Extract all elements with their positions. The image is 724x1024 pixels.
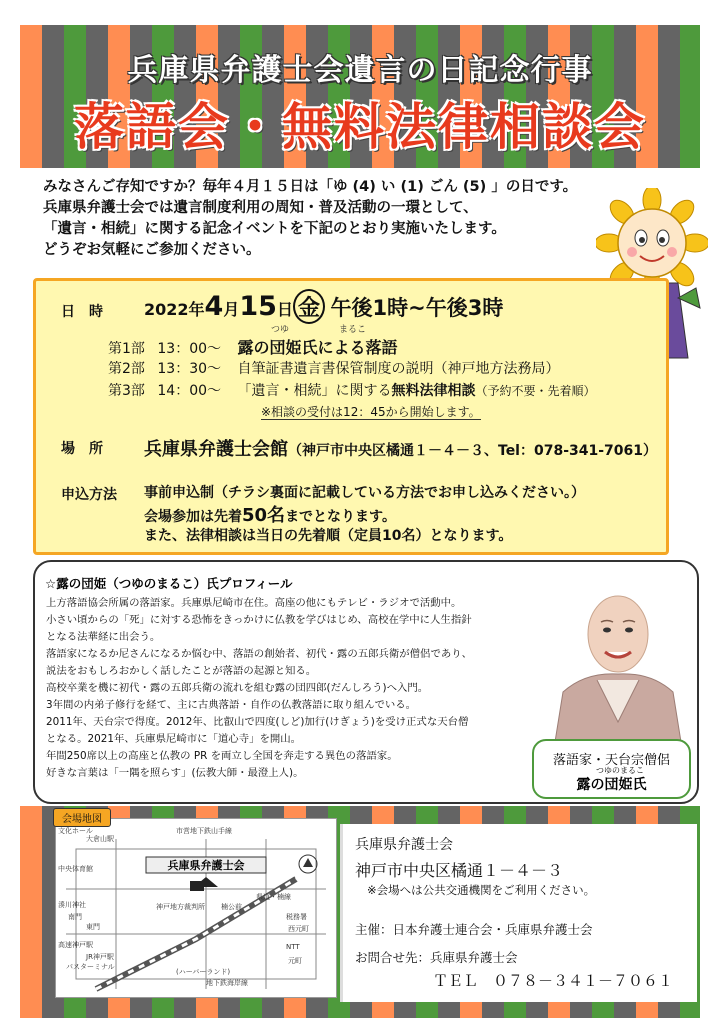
date-label: 日 時 — [61, 304, 103, 320]
map-label: 東門 — [86, 923, 100, 931]
map-label: 市営地下鉄山手線 — [176, 827, 232, 835]
north-compass-icon — [303, 858, 313, 867]
date-month: 4 — [204, 291, 224, 322]
map-label: 文化ホール — [58, 827, 93, 835]
apply-line-2-pre: 会場参加は先着 — [144, 509, 242, 525]
map-label: 南門 — [68, 913, 82, 921]
apply-label: 申込方法 — [61, 487, 117, 503]
ruby-marukoc: まるこ — [339, 325, 367, 335]
profile-line: 高校卒業を機に初代・露の五郎兵衛の流れを組む露の団四郎(だんしろう)へ入門。 — [46, 682, 429, 694]
map-label: 元町 — [288, 957, 302, 965]
intro-text — [43, 177, 683, 261]
map-label: 楠公前 — [221, 903, 242, 911]
map-label: JR神戸駅 — [86, 953, 114, 961]
caption-line-2: 露の団姫氏 — [576, 777, 647, 793]
portrait-caption — [532, 739, 691, 799]
profile-line: となる。2021年、兵庫県尼崎市に「道心寺」を開山。 — [46, 733, 302, 745]
profile-line: となる法華経に出会う。 — [46, 631, 161, 643]
apply-capacity: 50名 — [242, 505, 286, 526]
profile-line: 上方落語協会所属の落語家。兵庫県尼崎市在住。高座の他にもテレビ・ラジオで活動中。 — [46, 597, 462, 609]
caption-ruby: つゆのまるこ — [596, 766, 644, 775]
ruby-tsuyu: つゆ — [271, 325, 290, 335]
venue-label: 場 所 — [61, 441, 103, 457]
part-3-label: 第3部 — [108, 383, 145, 399]
consult-note — [261, 401, 481, 420]
date-day-unit: 日 — [276, 300, 293, 319]
profile-line: 説法をおもしろおかしく話したことが落語の起源と知る。 — [46, 665, 317, 677]
intro-line: 兵庫県弁護士会では遺言制度利用の周知・普及活動の一環として、 — [43, 200, 478, 216]
map-label: NTT — [286, 943, 300, 951]
contact-info — [340, 824, 697, 1002]
header-subtitle: 兵庫県弁護士会遺言の日記念行事 — [127, 53, 593, 88]
part-1-label: 第1部 — [108, 341, 145, 357]
venue — [144, 435, 657, 461]
venue-name: 兵庫県弁護士会館 — [144, 439, 288, 460]
map-label: (ハーバーランド) — [176, 968, 231, 976]
map-label: 地下鉄海岸線 — [206, 979, 248, 987]
map-label: 神戸地方裁判所 — [156, 903, 205, 911]
map-building-label: 兵庫県弁護士会 — [167, 859, 245, 872]
apply-line-2 — [144, 501, 396, 527]
contact-host: 主催：日本弁護士連合会・兵庫県弁護士会 — [355, 922, 593, 937]
caption-line-1: 落語家・天台宗僧侶 — [552, 753, 670, 768]
part-2-label: 第2部 — [108, 361, 145, 377]
header-banner — [20, 25, 700, 168]
map-drawing — [56, 819, 336, 997]
part-1-time: 13：00～ — [157, 341, 222, 357]
map-label: 県道・楠線 — [256, 893, 291, 901]
part-1 — [108, 335, 397, 358]
apply-line-1: 事前申込制（チラシ裏面に記載している方法でお申し込みください。） — [144, 485, 585, 501]
contact-inquiry: お問合せ先：兵庫県弁護士会 — [355, 950, 518, 965]
profile-box — [33, 560, 699, 804]
contact-tel: ＴＥＬ ０７８－３４１－７０６１ — [433, 972, 674, 990]
intro-line: どうぞお気軽にご参加ください。 — [43, 242, 261, 258]
profile-line: 3年間の内弟子修行を経て、主に古典落語・自作の仏教落語に取り組んでいる。 — [46, 699, 417, 711]
header-title: 落語会・無料法律相談会 — [74, 98, 646, 156]
portrait-photo — [545, 572, 691, 742]
part-3-desc-post: （予約不要・先着順） — [475, 384, 596, 398]
part-3-time: 14：00～ — [157, 383, 222, 399]
map-label: 税務署 — [286, 913, 307, 921]
date-year: 2022年 — [144, 300, 205, 319]
profile-line: 落語家になるか尼さんになるか悩む中、落語の創始者、初代・露の五郎兵衛が僧侶であり、 — [46, 648, 473, 660]
profile-title: ☆露の団姫（つゆのまるこ）氏プロフィール — [45, 576, 293, 591]
profile-line: 2011年、天台宗で得度。2012年、比叡山で四度(しど)加行(けぎょう)を受け正式な天台僧 — [46, 716, 469, 728]
map-label: 大倉山駅 — [86, 835, 114, 843]
map-label: 西元町 — [288, 925, 309, 933]
part-1-desc: 露の団姫氏による落語 — [237, 338, 398, 357]
event-details-box — [33, 278, 669, 555]
part-3-desc-pre: 「遺言・相続」に関する — [237, 383, 392, 399]
intro-line: 「遺言・相続」に関する記念イベントを下記のとおり実施いたします。 — [43, 221, 506, 237]
map-label: 湊川神社 — [58, 901, 86, 909]
map-label: 中央体育館 — [58, 865, 93, 873]
contact-note: ※会場へは公共交通機関をご利用ください。 — [367, 883, 596, 897]
profile-line: 好きな言葉は「一隅を照らす」(伝教大師・最澄上人)。 — [46, 767, 304, 779]
part-2 — [108, 358, 559, 378]
map-label: 高速神戸駅 — [58, 941, 93, 949]
event-date — [144, 289, 503, 324]
date-weekday: 金 — [293, 289, 325, 324]
profile-line: 小さい頃からの「死」に対する恐怖をきっかけに仏教を学びはじめ、高校在学中に人生指針 — [46, 614, 472, 626]
part-3-desc-bold: 無料法律相談 — [391, 383, 476, 399]
map-label: パスターミナル — [66, 963, 115, 971]
venue-map — [55, 818, 337, 998]
profile-text — [46, 595, 546, 782]
footer-banner — [20, 806, 700, 1018]
part-2-desc: 自筆証書遺言書保管制度の説明（神戸地方法務局） — [237, 361, 560, 377]
contact-address: 神戸市中央区橘通１－４－３ — [355, 861, 564, 880]
intro-line: みなさんご存知ですか？毎年４月１５日は「ゆ (4) い (1) ごん (5) 」の日です。 — [43, 179, 578, 195]
date-month-unit: 月 — [223, 300, 240, 319]
map-tag: 会場地図 — [53, 808, 111, 827]
apply-line-2-post: までとなります。 — [285, 509, 396, 525]
apply-line-3: また、法律相談は当日の先着順（定員10名）となります。 — [144, 528, 513, 544]
profile-line: 年間250席以上の高座と仏教の PR を両立し全国を奔走する異色の落語家。 — [46, 750, 398, 762]
contact-org: 兵庫県弁護士会 — [355, 837, 453, 853]
part-3 — [108, 380, 595, 400]
date-day: 15 — [239, 291, 277, 322]
date-time: 午後1時~午後3時 — [330, 296, 504, 320]
venue-detail: （神戸市中央区橘通１－４－３、Tel：078-341-7061） — [288, 443, 658, 459]
part-2-time: 13：30～ — [157, 361, 222, 377]
consult-note-text: ※相談の受付は12：45から開始します。 — [261, 405, 481, 419]
